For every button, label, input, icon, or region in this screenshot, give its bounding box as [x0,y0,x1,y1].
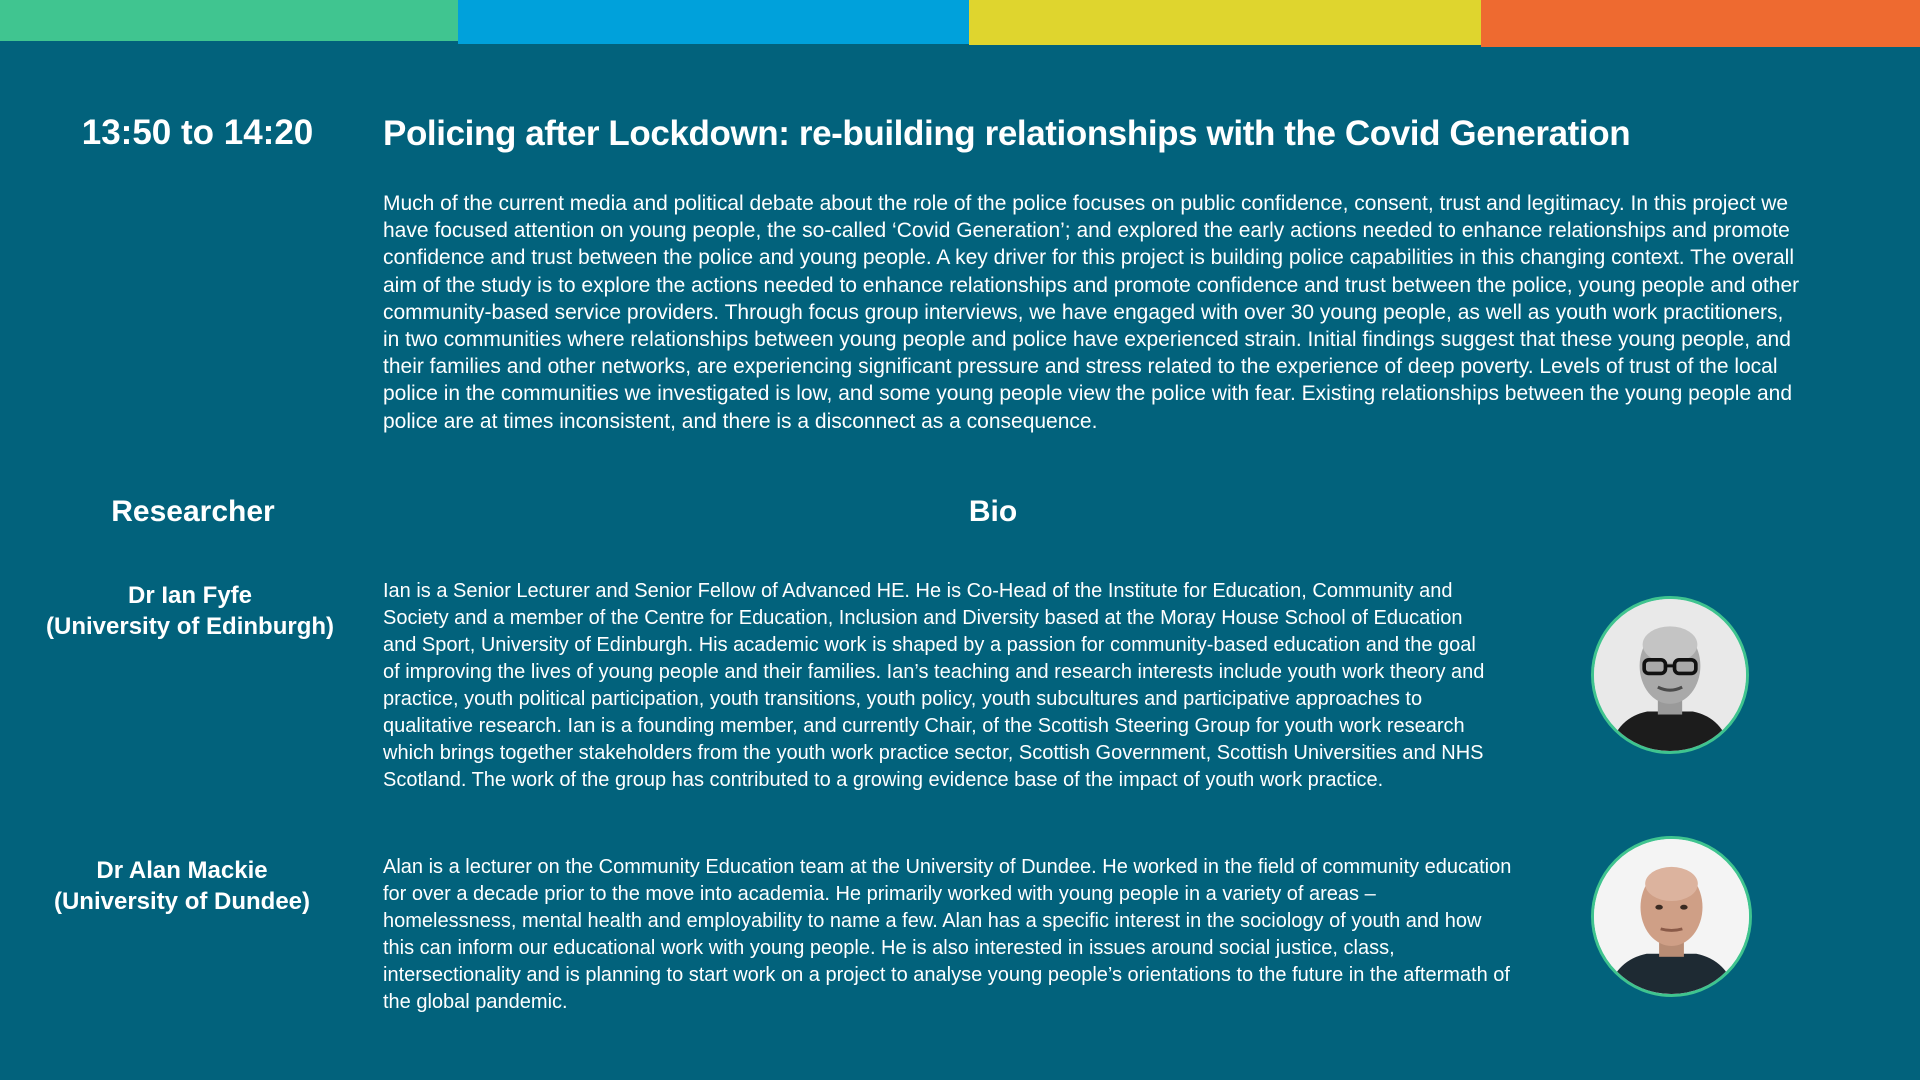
portrait-photo-ian-fyfe [1594,599,1746,751]
researcher-name: Dr Alan Mackie [96,857,268,884]
color-stripe-orange [1481,0,1920,47]
session-abstract: Much of the current media and political debate about the role of the police focuses on public confidence, consent, trust and legitimacy. In this project we have focused attention on young people, the so-called ‘Covid Generation’; and explored the early actions needed to enhance relationships and promote confidence and trust between the police and young people. A key driver for this project is building police capabilities in this changing context. The overall aim of the study is to explore the actions needed to enhance relationships and promote confidence and trust between the police, young people and other community-based service providers. Through focus group interviews, we have engaged with over 30 young people, as well as youth work practitioners, in two communities where relationships between young people and police have experienced strain. Initial findings suggest that these young people, and their families and other networks, are experiencing significant pressure and stress related to the experience of deep poverty. Levels of trust of the local police in the communities we investigated is low, and some young people view the police with fear. Existing relationships between the young people and police are at times inconsistent, and there is a disconnect as a consequence. [383,192,1800,433]
avatar-ian-fyfe [1591,596,1749,754]
researcher-column-header: Researcher [111,495,275,528]
researcher-name-ian-fyfe [20,580,360,642]
avatar-alan-mackie [1591,836,1752,997]
researcher-name: Dr Ian Fyfe [127,582,253,609]
color-stripe-blue [458,0,969,44]
researcher-name-alan-mackie [12,855,352,917]
researcher-affiliation: (University of Edinburgh) [46,613,334,640]
session-title: Policing after Lockdown: re-building relationships with the Covid Generation [383,114,1631,153]
session-time: 13:50 to 14:20 [81,113,314,152]
color-stripe-yellow [969,0,1481,45]
researcher-affiliation: (University of Dundee) [53,888,311,915]
portrait-photo-alan-mackie [1594,839,1749,994]
researcher-bio-alan-mackie: Alan is a lecturer on the Community Education team at the University of Dundee. He worked in the field of community education for over a decade prior to the move into academia. He primarily worked with young people in a variety of areas – homelessness, mental health and employability to name a few. Alan has a specific interest in the sociology of youth and how this can inform our educational work with young people. He is also interested in issues around social justice, class, intersectionality and is planning to start work on a project to analyse young people’s orientations to the future in the aftermath of the global pandemic. [383,856,1512,1013]
bio-column-header: Bio [968,495,1018,528]
researcher-bio-ian-fyfe: Ian is a Senior Lecturer and Senior Fellow of Advanced HE. He is Co-Head of the Institute for Education, Community and Society and a member of the Centre for Education, Inclusion and Diversity based at the Moray House School of Education and Sport, University of Edinburgh. His academic work is shaped by a passion for community-based education and the goal of improving the lives of young people and their families. Ian’s teaching and research interests include youth work theory and practice, youth political participation, youth transitions, youth policy, youth subcultures and participative approaches to qualitative research. Ian is a founding member, and currently Chair, of the Scottish Steering Group for youth work research which brings together stakeholders from the youth work practice sector, Scottish Government, Scottish Universities and NHS Scotland. The work of the group has contributed to a growing evidence base of the impact of youth work practice. [383,580,1485,791]
color-stripe-green [0,0,458,41]
